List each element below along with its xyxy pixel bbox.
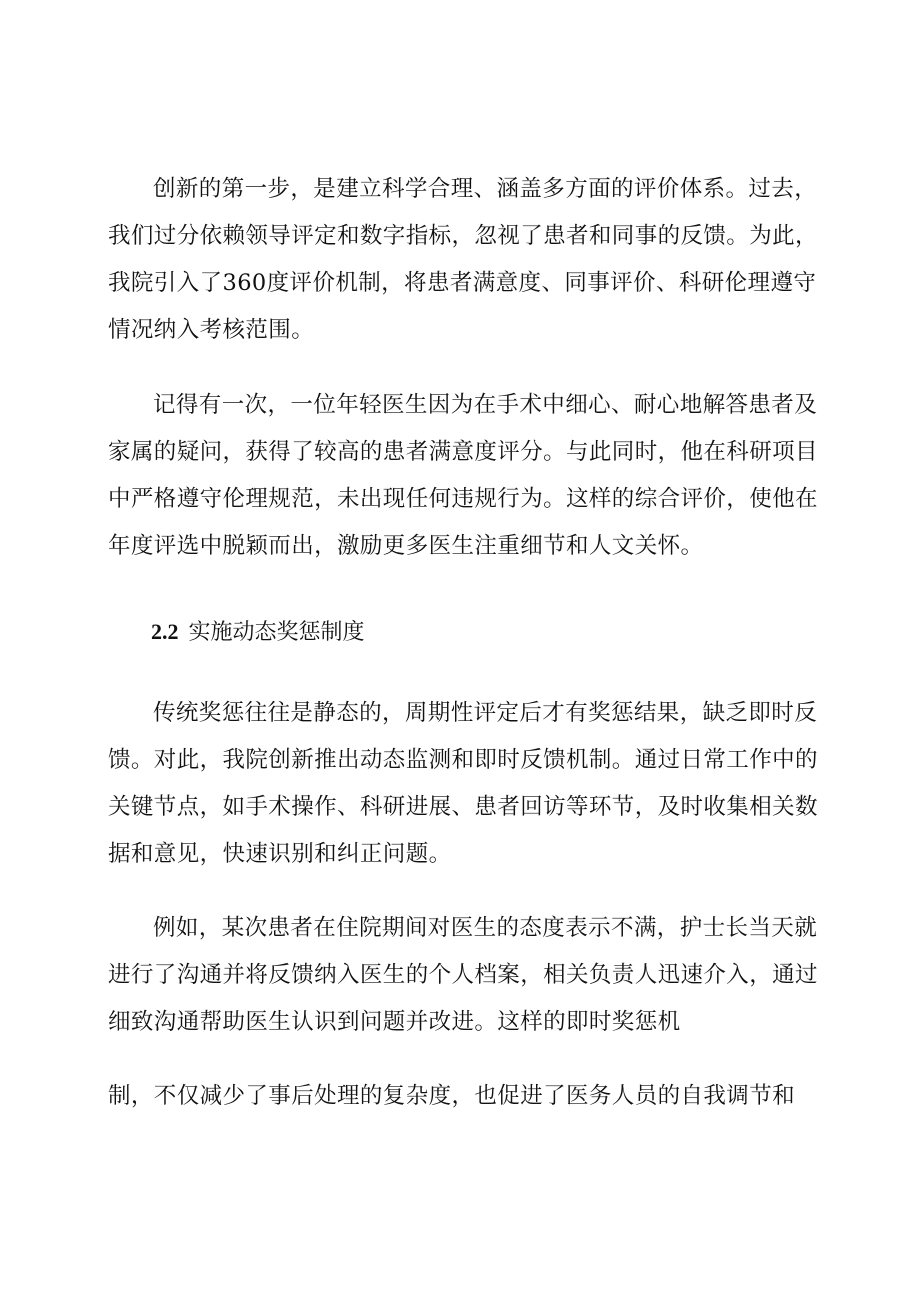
- paragraph-line: 我院引入了360度评价机制，将患者满意度、同事评价、科研伦理遵守: [108, 270, 817, 296]
- paragraph-dynamic-feedback: [108, 690, 828, 878]
- paragraph-line: 创新的第一步，是建立科学合理、涵盖多方面的评价体系。过去，: [153, 176, 818, 202]
- paragraph-line: 制，不仅减少了事后处理的复杂度，也促进了医务人员的自我调节和: [108, 1083, 796, 1109]
- paragraph-line: 进行了沟通并将反馈纳入医生的个人档案，相关负责人迅速介入，通过: [108, 962, 818, 988]
- section-heading: [151, 612, 751, 653]
- paragraph-example-young-doctor: [108, 382, 828, 570]
- paragraph-line: 关键节点，如手术操作、科研进展、患者回访等环节，及时收集相关数: [108, 794, 818, 820]
- paragraph-continuation: [108, 1073, 828, 1120]
- paragraph-line: 馈。对此，我院创新推出动态监测和即时反馈机制。通过日常工作中的: [108, 747, 818, 773]
- section-title: 实施动态奖惩制度: [188, 620, 365, 645]
- paragraph-line: 情况纳入考核范围。: [108, 317, 315, 343]
- paragraph-evaluation-system: [108, 166, 828, 354]
- paragraph-line: 例如，某次患者在住院期间对医生的态度表示不满，护士长当天就: [153, 915, 818, 941]
- paragraph-line: 记得有一次，一位年轻医生因为在手术中细心、耐心地解答患者及: [153, 392, 818, 418]
- paragraph-line: 我们过分依赖领导评定和数字指标，忽视了患者和同事的反馈。为此，: [108, 223, 818, 249]
- paragraph-line: 年度评选中脱颖而出，激励更多医生注重细节和人文关怀。: [108, 533, 704, 559]
- paragraph-line: 中严格遵守伦理规范，未出现任何违规行为。这样的综合评价，使他在: [108, 486, 818, 512]
- paragraph-line: 细致沟通帮助医生认识到问题并改进。这样的即时奖惩机: [108, 1009, 681, 1035]
- paragraph-line: 家属的疑问，获得了较高的患者满意度评分。与此同时，他在科研项目: [108, 439, 818, 465]
- paragraph-example-complaint: [108, 905, 828, 1046]
- paragraph-line: 传统奖惩往往是静态的，周期性评定后才有奖惩结果，缺乏即时反: [153, 700, 818, 726]
- paragraph-line: 据和意见，快速识别和纠正问题。: [108, 841, 452, 867]
- section-number: 2.2: [151, 619, 179, 644]
